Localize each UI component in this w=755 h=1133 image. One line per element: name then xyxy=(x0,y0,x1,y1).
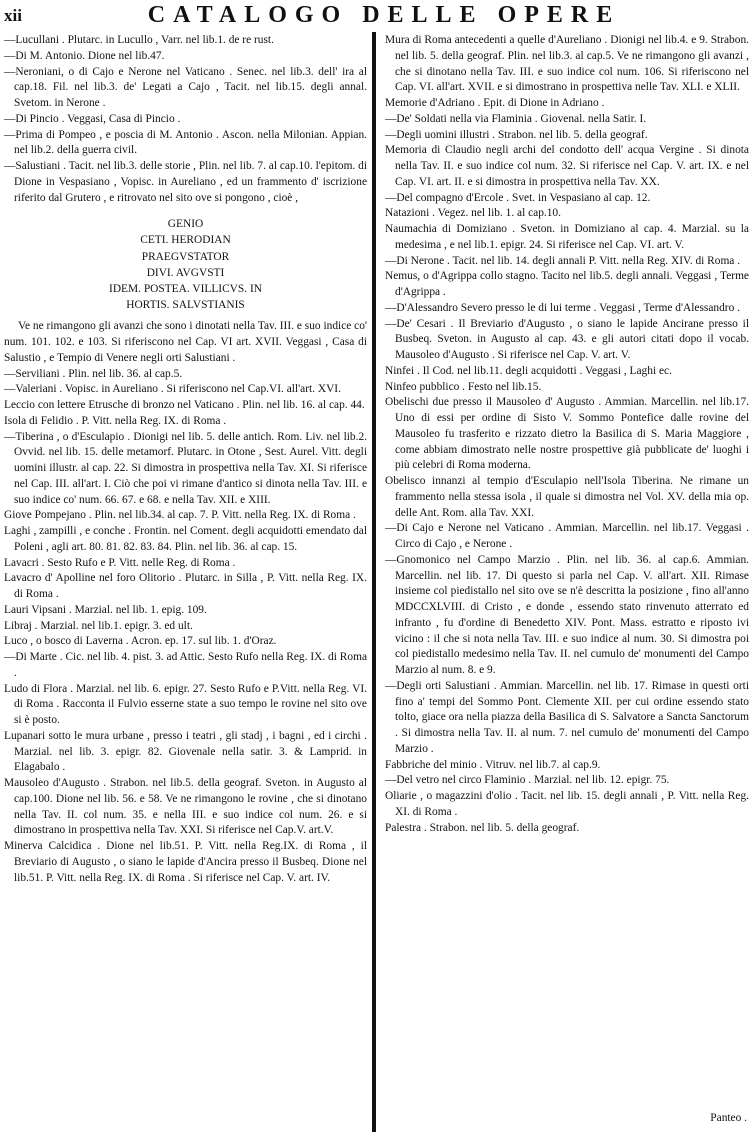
inscription-line: HORTIS. SALVSTIANIS xyxy=(126,299,245,312)
catalog-subentry: — Valeriani . Vopisc. in Aureliano . Si riferiscono nel Cap.VI. all'art. XVI. xyxy=(4,382,367,398)
catalog-subentry: — Del compagno d'Ercole . Svet. in Vespasiano al cap. 12. xyxy=(385,191,749,207)
inscription-line: CETI. HERODIAN xyxy=(140,234,231,247)
catalog-entry: Lavacri . Sesto Rufo e P. Vitt. nelle Reg. di Roma . xyxy=(4,556,236,569)
page-header xyxy=(4,2,749,34)
catalog-subentry: — Tiberina , o d'Esculapio . Dionigi nel lib. 5. delle antich. Rom. Liv. nel lib.2. Ovvid. nel lib. 15. delle metamorf. Plutarc. in Otone , Sest. Aurel. Vitt. degli uomini illustr. al cap. 22. Si dimostra in prospettiva nella Tav. XI. Si riferisce nel Cap. III. all'art. I. Ciò che poi vi rimane d'antico si dinota nella Tav. III. e suo indice co' num. 66. 67. e 68. e nella Tav. XII. e XIII. xyxy=(4,430,367,509)
inscription-line: PRAEGVSTATOR xyxy=(141,250,230,263)
catalog-entry: Fabbriche del minio . Vitruv. nel lib.7. al cap.9. xyxy=(385,758,601,771)
catalog-subentry: — Neroniani, o di Cajo e Nerone nel Vaticano . Senec. nel lib.3. dell' ira al cap.18. Fil. nel lib.3. de' Legati a Cajo , Tacit. nel lib.15. degli annal. Svetom. in Nerone . xyxy=(4,65,367,112)
column-divider xyxy=(372,32,376,1132)
catalog-subentry: — De' Soldati nella via Flaminia . Giovenal. nella Satir. I. xyxy=(385,112,749,128)
catalog-entry: Natazioni . Vegez. nel lib. 1. al cap.10. xyxy=(385,207,561,220)
catalog-entry: Ninfeo pubblico . Festo nel lib.15. xyxy=(385,380,542,393)
catalog-subentry: — Degli uomini illustri . Strabon. nel lib. 5. della geograf. xyxy=(385,128,749,144)
catalog-entry: Lavacro d' Apolline nel foro Olitorio . Plutarc. in Silla , P. Vitt. nella Reg. IX. di Roma . xyxy=(4,572,367,601)
left-column xyxy=(4,33,367,1118)
catalog-subentry: — Di M. Antonio. Dione nel lib.47. xyxy=(4,49,367,65)
catalog-entry: Obelisco innanzi al tempio d'Esculapio nell'Isola Tiberina. Ne rimane un frammento nella stessa isola , il quale si dimostra nel Vol. XV. della mia op. delle Ant. Rom. alla Tav. XXI. xyxy=(385,475,749,519)
catalog-subentry: — Di Pincio . Veggasi, Casa di Pincio . xyxy=(4,112,367,128)
catalog-entry: Mura di Roma antecedenti a quelle d'Aureliano . Dionigi nel lib.4. e 9. Strabon. nel lib. 5. della geograf. Plin. nel lib.3. al cap.5. Ve ne rimangono gli avanzi , che si dinotano nella Tav. III. e suo indice col num. 106. Si riferiscono nel Cap. VI. all'art. XVII. e si dimostrano in prospettiva nelle Tav. XLI. e XLII. xyxy=(385,34,749,94)
catalog-subentry: — Lucullani . Plutarc. in Lucullo , Varr. nel lib.1. de re rust. xyxy=(4,33,367,49)
catalog-subentry: — Salustiani . Tacit. nel lib.3. delle storie , Plin. nel lib. 7. al cap.10. l'epitom. di Dione in Vespasiano , Vopisc. in Aureliano , ed un frammento d' iscrizione riferito dal Grutero , e ritrovato nel sito ove si pongono , cioè , xyxy=(4,159,367,206)
catalog-entry: Lupanari sotto le mura urbane , presso i teatri , gli stadj , i bagni , ed i circhi . Marzial. nel lib. 3. epigr. 82. Giovenale nella satir. 3. & Lamprid. in Elagabalo . xyxy=(4,729,367,774)
catalog-subentry: — De' Cesari . Il Breviario d'Augusto , o siano le lapide Ancirane presso il Busbeq. Sveton. in Augusto al cap. 43. e gli autori citati dopo il vocab. Mausoleo d'Augusto . Si riferisce nel Cap. V. art. V. xyxy=(385,317,749,364)
inscription-line: DIVI. AVGVSTI xyxy=(146,266,225,279)
catalog-entry: Libraj . Marzial. nel lib.1. epigr. 3. ed ult. xyxy=(4,619,193,632)
catalog-subentry: — Del vetro nel circo Flaminio . Marzial. nel lib. 12. epigr. 75. xyxy=(385,773,749,789)
catalog-entry: Obelischi due presso il Mausoleo d' Augusto . Ammian. Marcellin. nel lib.17. Uno di essi per ordine di Sisto V. Sommo Pontefice dalle rovine del Mausoleo fu trasferito e rizzato dietro la Basilica di S. Maria Maggiore , come abbiam dimostrato nelle nostre prospettive già pubblicate de' luoghi i più celebri di Roma moderna. xyxy=(385,396,749,472)
catalog-entry: Naumachia di Domiziano . Sveton. in Domiziano al cap. 4. Marzial. su la medesima , e nel lib.1. epigr. 24. Si riferisce nel Cap. VI. art. V. xyxy=(385,223,749,251)
catalog-entry: Ludo di Flora . Marzial. nel lib. 6. epigr. 27. Sesto Rufo e P.Vitt. nella Reg. VI. di Roma . Racconta il Fulvio esserne state a suo tempo le rovine nel sito ove si è posto. xyxy=(4,682,367,727)
inscription-line: GENIO xyxy=(167,218,204,231)
catalog-entry: Oliarie , o magazzini d'olio . Tacit. nel lib. 15. degli annali , P. Vitt. nella Reg. XI. di Roma . xyxy=(385,790,749,818)
catalog-subentry: — Di Marte . Cic. nel lib. 4. pist. 3. ad Attic. Sesto Rufo nella Reg. IX. di Roma . xyxy=(4,650,367,682)
catalog-subentry: — Gnomonico nel Campo Marzio . Plin. nel lib. 36. al cap.6. Ammian. Marcellin. nel lib. 17. Di questo si parla nel Cap. V. all'art. XII. Rimase insieme col piedistallo nel sito ove se n'è descritta la posizione , fino all'anno MDCCXLVIII. di Cristo , e donde , essendo stato rinvenuto atterrato ed infranto , fu d'ordine di Benedetto XIV. Pont. Mass. estratto e riposto ivi vicino : il che si nota nella Tav. III. e suo indice al num. 30. Si dimostra poi col piedistallo medesimo nella Tav. II. nel cumulo de' monumenti del Campo Marzio al num. 8. e 9. xyxy=(385,553,749,679)
catalog-subentry: — Di Cajo e Nerone nel Vaticano . Ammian. Marcellin. nel lib.17. Veggasi . Circo di Cajo , e Nerone . xyxy=(385,521,749,553)
catalog-subentry: — D'Alessandro Severo presso le di lui terme . Veggasi , Terme d'Alessandro . xyxy=(385,301,749,317)
page-number: xii xyxy=(4,6,22,25)
catalog-entry: Luco , o bosco di Laverna . Acron. ep. 17. sul lib. 1. d'Oraz. xyxy=(4,635,277,648)
catalog-entry: Minerva Calcidica . Dione nel lib.51. P. Vitt. nella Reg.IX. di Roma , il Breviario di Augusto , o siano le lapide d'Ancira presso il Busbeq. Dione nel lib.51. P. Vitt. nella Reg. IX. di Roma . Si riferisce nel Cap. V. art. IV. xyxy=(4,840,367,884)
catalog-entry: Mausoleo d'Augusto . Strabon. nel lib.5. della geograf. Sveton. in Augusto al cap.100. Dione nel lib. 56. e 58. Ve ne rimangono le rovine , che si dinotano nella Tav. II. col num. 35. e nella III. e suo indice col num. 26. e si dimostrano in prospettiva nella Tav. XXI. Si riferisce nel Cap.V. art.V. xyxy=(4,777,367,837)
catalog-subentry: — Prima di Pompeo , e poscia di M. Antonio . Ascon. nella Milonian. Appian. nel lib.2. della guerra civil. xyxy=(4,128,367,160)
catalog-entry: Giove Pompejano . Plin. nel lib.34. al cap. 7. P. Vitt. nella Reg. IX. di Roma . xyxy=(4,509,356,522)
catalog-entry: Isola di Felidio . P. Vitt. nella Reg. IX. di Roma . xyxy=(4,414,227,427)
catalog-subentry: — Di Nerone . Tacit. nel lib. 14. degli annali P. Vitt. nella Reg. XIV. di Roma . xyxy=(385,254,749,270)
inscription-line: IDEM. POSTEA. VILLICVS. IN xyxy=(109,283,262,296)
right-column xyxy=(385,33,749,1118)
catalog-entry: Memorie d'Adriano . Epit. di Dione in Adriano . xyxy=(385,97,605,109)
catalog-entry: Nemus, o d'Agrippa collo stagno. Tacito nel lib.5. degli annali. Veggasi , Terme d'Agrippa . xyxy=(385,270,749,298)
catalog-entry: Ninfei . Il Cod. nel lib.11. degli acquidotti . Veggasi , Laghi ec. xyxy=(385,364,672,377)
catalog-entry: Laghi , zampilli , e conche . Frontin. nel Coment. degli acquidotti emendato dal Poleni , agli art. 80. 81. 82. 83. 84. Plin. nel lib. 36. al cap. 15. xyxy=(4,525,367,553)
catalog-entry: Ve ne rimangono gli avanzi che sono i dinotati nella Tav. III. e suo indice co' num. 101. 102. e 103. Si riferiscono nel Cap. VI art. XVII. Veggasi , Casa di Salustio , e Tempio di Venere negli orti Salustiani . xyxy=(4,320,367,364)
page-title: CATALOGO DELLE OPERE xyxy=(147,2,621,28)
catalog-subentry: — Serviliani . Plin. nel lib. 36. al cap.5. xyxy=(4,367,367,383)
catalog-entry: Memoria di Claudio negli archi del condotto dell' acqua Vergine . Si dinota nella Tav. II. e suo indice col num. 32. Si riferisce nel Cap. V. art. IX. e nel Cap. VI. art. II. e si dimostra in prospettiva nella Tav. XX. xyxy=(385,144,749,188)
catalog-entry: Lauri Vipsani . Marzial. nel lib. 1. epig. 109. xyxy=(4,603,207,616)
catchword: Panteo . xyxy=(710,1112,747,1124)
catalog-entry: Leccio con lettere Etrusche di bronzo nel Vaticano . Plin. nel lib. 16. al cap. 44. xyxy=(4,399,365,412)
catalog-entry: Palestra . Strabon. nel lib. 5. della geograf. xyxy=(385,821,580,834)
catalog-subentry: — Degli orti Salustiani . Ammian. Marcellin. nel lib. 17. Rimase in questi orti fino a' tempi del Sommo Pont. Clemente XII. per cui ordine essendo stato tolto, giace ora nella piazza della Basilica di S. Salvatore a Sancta Sanctorum . Si dimostra nella Tav. II. al num. 7. nel cumulo de' monumenti del Campo Marzio . xyxy=(385,679,749,758)
